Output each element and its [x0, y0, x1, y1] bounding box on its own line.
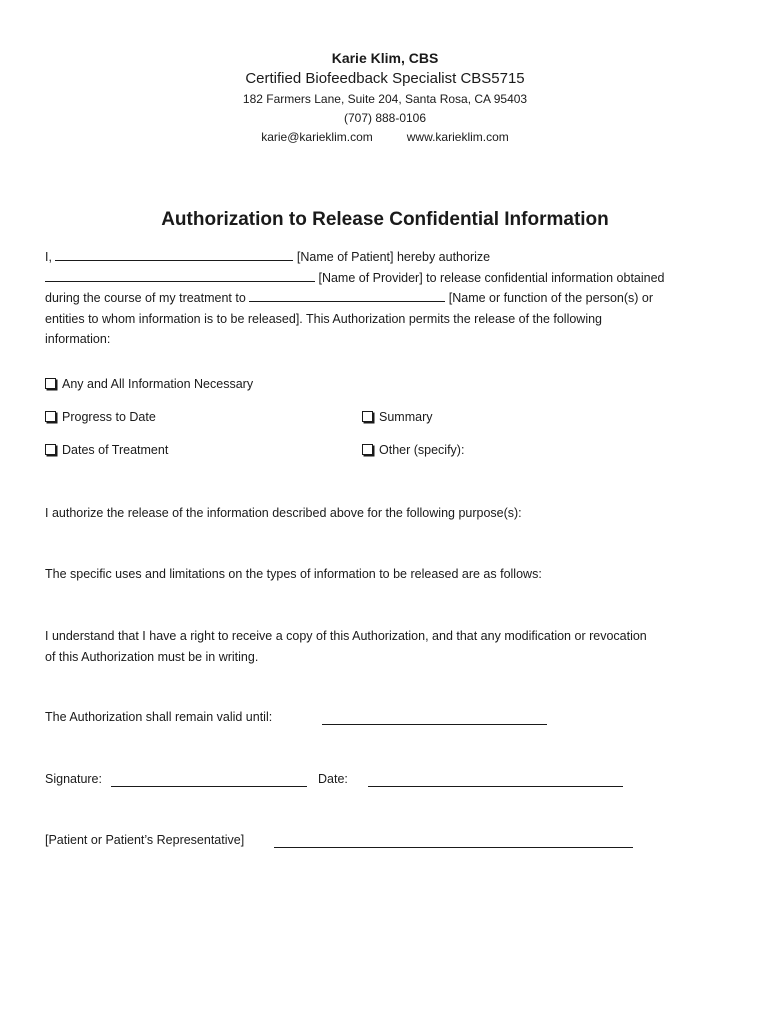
intro-line-5: information:: [45, 332, 111, 346]
intro-line-1: [45, 247, 725, 268]
provider-phone: (707) 888-0106: [343, 111, 427, 125]
provider-credential: Certified Biofeedback Specialist CBS5715: [245, 70, 525, 87]
checkbox-icon[interactable]: [362, 411, 373, 422]
option-other-label: Other (specify):: [379, 443, 465, 457]
valid-until-row: [45, 708, 272, 726]
provider-contact: [0, 128, 770, 147]
option-any-all[interactable]: [45, 375, 253, 393]
representative-label: [Patient or Patient’s Representative]: [45, 833, 245, 847]
option-dates[interactable]: [45, 441, 168, 459]
recipient-label: [Name or function of the person(s) or: [448, 291, 654, 305]
signature-blank[interactable]: [111, 773, 307, 787]
intro-line-3: [45, 288, 725, 309]
provider-website: www.karieklim.com: [406, 130, 509, 144]
rights-line-2: of this Authorization must be in writing.: [45, 649, 259, 664]
provider-name: Karie Klim, CBS: [331, 50, 439, 66]
recipient-blank[interactable]: [249, 288, 445, 302]
date-row: [318, 770, 348, 788]
option-progress-label: Progress to Date: [62, 410, 156, 424]
patient-name-label: [Name of Patient] hereby authorize: [296, 250, 491, 264]
purpose-statement: I authorize the release of the information described above for the following purpose(s):: [45, 506, 522, 520]
checkbox-icon[interactable]: [362, 444, 373, 455]
valid-until-label: The Authorization shall remain valid until:: [45, 710, 273, 724]
signature-label: Signature:: [45, 772, 102, 786]
letterhead: [0, 48, 770, 147]
checkbox-icon[interactable]: [45, 378, 56, 389]
valid-until-blank[interactable]: [322, 711, 547, 725]
document-title: Authorization to Release Confidential Information: [161, 209, 609, 230]
option-other[interactable]: [362, 441, 464, 459]
option-progress[interactable]: [45, 408, 156, 426]
option-summary-label: Summary: [379, 410, 433, 424]
provider-name-blank[interactable]: [45, 268, 315, 282]
date-blank[interactable]: [368, 773, 623, 787]
provider-email: karie@karieklim.com: [261, 130, 373, 144]
representative-blank[interactable]: [274, 834, 633, 848]
option-dates-label: Dates of Treatment: [62, 443, 169, 457]
option-summary[interactable]: [362, 408, 432, 426]
checkbox-icon[interactable]: [45, 444, 56, 455]
option-any-all-label: Any and All Information Necessary: [62, 377, 254, 391]
patient-name-blank[interactable]: [55, 247, 293, 261]
provider-name-label: [Name of Provider] to release confidential information obtained: [318, 270, 665, 285]
date-label: Date:: [318, 772, 348, 786]
treatment-to-label: during the course of my treatment to: [45, 291, 246, 305]
intro-prefix: I,: [45, 250, 52, 264]
intro-line-2: [45, 268, 725, 289]
rights-line-1: I understand that I have a right to receive a copy of this Authorization, and that any modification or revocation: [45, 629, 647, 643]
signature-row: [45, 770, 102, 788]
checkbox-icon[interactable]: [45, 411, 56, 422]
representative-row: [45, 831, 244, 849]
intro-line-4: entities to whom information is to be released]. This Authorization permits the release of the following: [45, 311, 603, 326]
provider-address: 182 Farmers Lane, Suite 204, Santa Rosa, CA 95403: [242, 92, 528, 106]
limitations-statement: The specific uses and limitations on the types of information to be released are as follows:: [45, 567, 542, 581]
